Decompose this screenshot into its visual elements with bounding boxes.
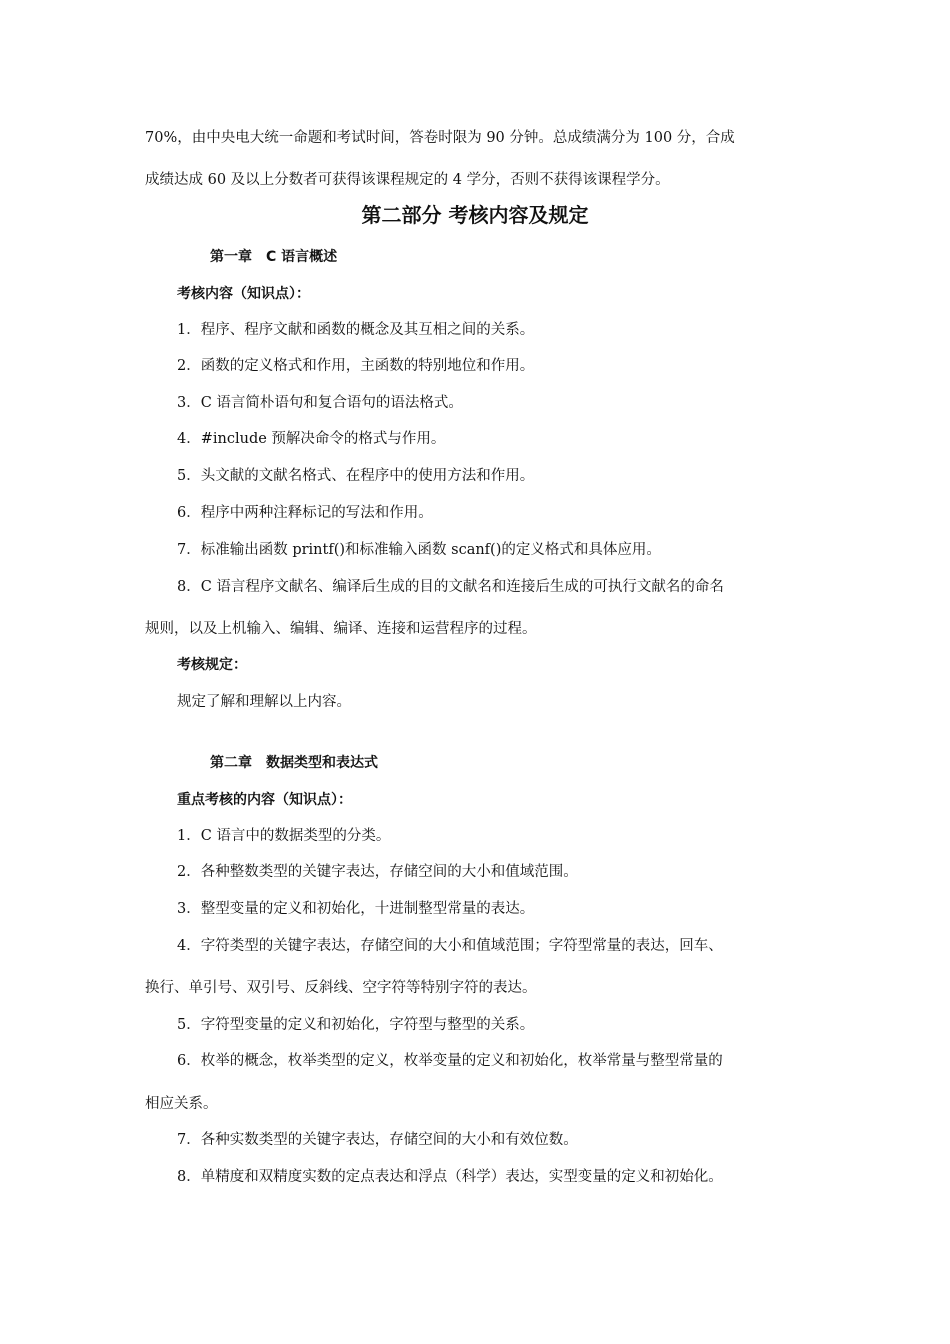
chapter-2-item: 1．C 语言中的数据类型的分类。 [177, 828, 391, 844]
chapter-2-item: 2．各种整数类型的关键字表达，存储空间的大小和值域范围。 [177, 864, 578, 880]
chapter-1-rule-heading: 考核规定： [177, 657, 247, 673]
chapter-2-item: 6．枚举的概念，枚举类型的定义，枚举变量的定义和初始化，枚举常量与整型常量的 [177, 1053, 723, 1069]
chapter-1-item: 6．程序中两种注释标记的写法和作用。 [177, 505, 433, 521]
chapter-2-item: 7．各种实数类型的关键字表达，存储空间的大小和有效位数。 [177, 1132, 578, 1148]
chapter-2-item-4-continued: 换行、单引号、双引号、反斜线、空字符等特别字符的表达。 [145, 980, 537, 996]
chapter-1-item: 5．头文献的文献名格式、在程序中的使用方法和作用。 [177, 468, 535, 484]
chapter-2-item: 3．整型变量的定义和初始化，十进制整型常量的表达。 [177, 901, 535, 917]
chapter-1-item: 8．C 语言程序文献名、编译后生成的目的文献名和连接后生成的可执行文献名的命名 [177, 579, 724, 595]
chapter-2-content-heading: 重点考核的内容（知识点）： [177, 792, 352, 808]
chapter-1-item-8-continued: 规则，以及上机输入、编辑、编译、连接和运营程序的过程。 [145, 621, 537, 637]
intro-line-1: 70%，由中央电大统一命题和考试时间，答卷时限为 90 分钟。总成绩满分为 100 分，合成 [145, 130, 735, 146]
chapter-2-title: 第二章 数据类型和表达式 [210, 755, 378, 771]
chapter-2-item: 4．字符类型的关键字表达，存储空间的大小和值域范围；字符型常量的表达，回车、 [177, 938, 723, 954]
chapter-2-item-6-continued: 相应关系。 [145, 1096, 218, 1112]
chapter-1-item: 2．函数的定义格式和作用，主函数的特别地位和作用。 [177, 358, 535, 374]
intro-line-2: 成绩达成 60 及以上分数者可获得该课程规定的 4 学分，否则不获得该课程学分。 [145, 172, 670, 188]
part-title: 第二部分 考核内容及规定 [361, 203, 589, 227]
chapter-1-rule-text: 规定了解和理解以上内容。 [177, 694, 351, 710]
chapter-1-title: 第一章 C 语言概述 [210, 249, 338, 265]
chapter-1-item: 7．标准输出函数 printf()和标准输入函数 scanf()的定义格式和具体应用。 [177, 542, 661, 558]
chapter-1-content-heading: 考核内容（知识点）： [177, 286, 310, 302]
chapter-1-item: 1．程序、程序文献和函数的概念及其互相之间的关系。 [177, 322, 535, 338]
chapter-1-item: 3．C 语言简朴语句和复合语句的语法格式。 [177, 395, 463, 411]
chapter-1-item: 4．#include 预解决命令的格式与作用。 [177, 431, 446, 447]
chapter-2-item: 5．字符型变量的定义和初始化，字符型与整型的关系。 [177, 1017, 535, 1033]
chapter-2-item: 8．单精度和双精度实数的定点表达和浮点（科学）表达，实型变量的定义和初始化。 [177, 1169, 723, 1185]
